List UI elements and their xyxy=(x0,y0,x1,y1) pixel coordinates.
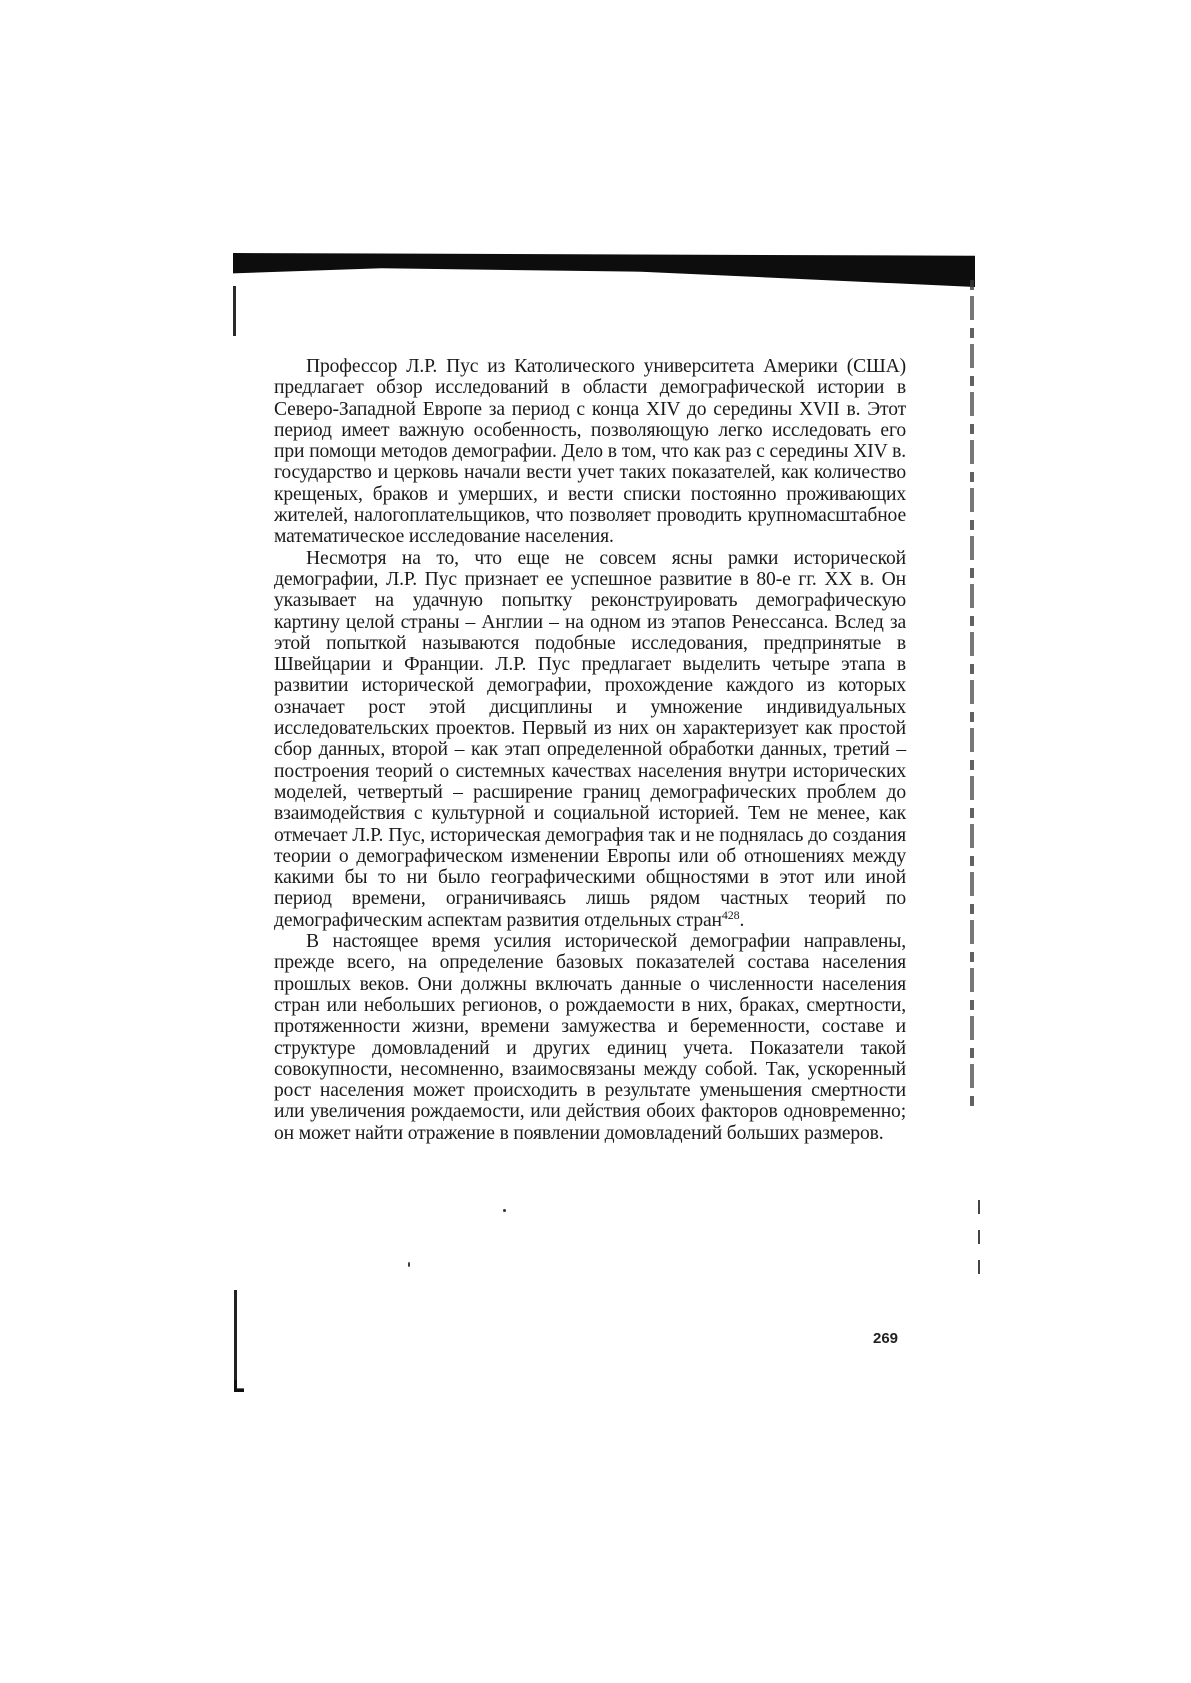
scan-right-edge xyxy=(970,280,974,1110)
paragraph-1 xyxy=(274,356,906,548)
scan-top-shadow-band xyxy=(233,253,975,287)
paragraph-3 xyxy=(274,931,906,1144)
scan-left-corner-mark xyxy=(234,1380,244,1392)
body-text xyxy=(274,356,906,1144)
scan-left-edge-lower xyxy=(234,1290,237,1390)
scan-speck xyxy=(503,1209,506,1212)
paragraph-3-text: В настоящее время усилия исторической демографии направлены, прежде всего, на определение базовых показателей состава населения прошлых веков. Они должны включать данные о численности населения стран или небольших регионов, о рождаемости в них, браках, смертности, протяженности жизни, времени замужества и беременности, составе и структуре домовладений и других единиц учета. Показатели такой совокупности, несомненно, взаимосвязаны между собой. Так, ускоренный рост населения может происходить в результате уменьшения смертности или увеличения рождаемости, или действия обоих факторов одновременно; он может найти отражение в появлении домовладений больших размеров. xyxy=(274,931,906,1144)
page-number: 269 xyxy=(873,1330,899,1347)
paragraph-1-text: Профессор Л.Р. Пус из Католического университета Америки (США) предлагает обзор исследований в области демографической истории в Северо-Западной Европе за период с конца XIV до середины XVII в. Этот период имеет важную особенность, позволяющую легко исследовать его при помощи методов демографии. Дело в том, что как раз с середины XIV в. государство и церковь начали вести учет таких показателей, как количество крещеных, браков и умерших, и вести списки постоянно проживающих жителей, налогоплательщиков, что позволяет проводить крупномасштабное математическое исследование населения. xyxy=(274,356,906,548)
scan-speck xyxy=(408,1262,410,1267)
paragraph-2 xyxy=(274,548,906,931)
paragraph-2-tail: . xyxy=(739,909,745,931)
paragraph-2-text: Несмотря на то, что еще не совсем ясны рамки исторической демографии, Л.Р. Пус признает ее успешное развитие в 80-е гг. XX в. Он указывает на удачную попытку реконструировать демографическую картину целой страны – Англии – на одном из этапов Ренессанса. Вслед за этой попыткой называются подобные исследования, предпринятые в Швейцарии и Франции. Л.Р. Пус предлагает выделить четыре этапа в развитии исторической демографии, прохождение каждого из которых означает рост этой дисциплины и умножение индивидуальных исследовательских проектов. Первый из них он характеризует как простой сбор данных, второй – как этап определенной обработки данных, третий – построения теорий о системных качествах населения внутри исторических моделей, четвертый – расширение границ демографических проблем до взаимодействия с культурной и социальной историей. Тем не менее, как отмечает Л.Р. Пус, историческая демография так и не поднялась до создания теории о демографическом изменении Европы или об отношениях между какими бы то ни было географическими общностями в этот или иной период времени, ограничиваясь лишь рядом частных теорий по демографическим аспектам развития отдельных стран xyxy=(274,547,906,931)
scan-right-edge-lower xyxy=(978,1200,980,1290)
footnote-reference: 428 xyxy=(721,907,740,922)
scan-left-edge-top xyxy=(233,286,236,336)
